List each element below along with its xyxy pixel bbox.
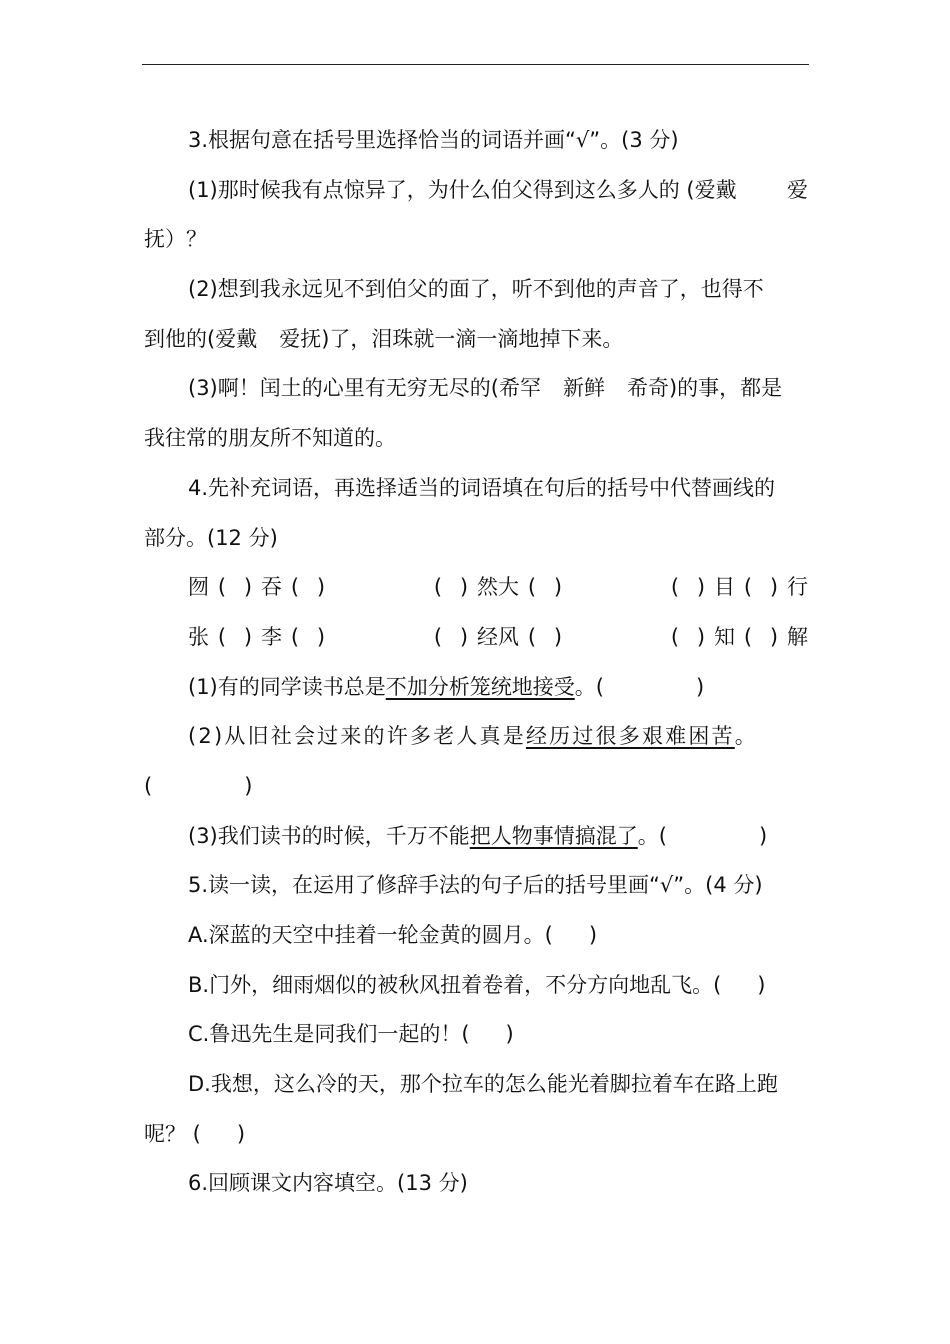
q3-s1-option: 爱 <box>787 177 808 202</box>
worksheet-page <box>144 116 808 1209</box>
q3-s3-text-b: 希奇)的事，都是 <box>626 376 783 401</box>
header-rule <box>142 64 809 65</box>
q4-s3-underlined: 把人物事情搞混了 <box>469 823 638 848</box>
q3-title: 3.根据句意在括号里选择恰当的词语并画“√”。(3 分) <box>188 128 679 152</box>
q6-title: 6.回顾课文内容填空。(13 分) <box>188 1171 468 1196</box>
q3-sentence-1 <box>144 166 808 216</box>
q5-item-d: D.我想，这么冷的天，那个拉车的怎么能光着脚拉着车在路上跑 <box>188 1072 778 1097</box>
q4-sentence-3: (3)我们读书的时候，千万不能把人物事情搞混了。( ) <box>188 823 768 848</box>
q3-s3-option: 新鲜 <box>562 376 605 401</box>
q3-sentence-2: (2)想到我永远见不到伯父的面了，听不到他的声音了，也得不 <box>188 277 764 302</box>
idiom-2[interactable]: ( ) 然大 ( ) <box>433 575 563 600</box>
idiom-3[interactable]: ( ) 目 ( ) 行 <box>670 575 808 600</box>
q4-s2-underlined: 经历过很多艰难困苦 <box>525 724 735 749</box>
q3-sentence-3 <box>144 364 808 414</box>
q4-sentence-2-cont: ( ) <box>144 773 253 798</box>
idiom-6[interactable]: ( ) 知 ( ) 解 <box>670 624 808 649</box>
q5-item-a: A.深蓝的天空中挂着一轮金黄的圆月。( ) <box>188 923 598 947</box>
q4-title-cont: 部分。(12 分) <box>144 525 278 550</box>
q3-s2-text: 到他的(爱戴 <box>144 326 258 351</box>
idiom-1[interactable]: 囫 ( ) 吞 ( ) <box>188 575 326 600</box>
q5-item-b: B.门外，细雨烟似的被秋风扭着卷着，不分方向地乱飞。( ) <box>188 972 766 997</box>
idiom-5[interactable]: ( ) 经风 ( ) <box>433 624 563 649</box>
q3-s2-text-b: 爱抚)了，泪珠就一滴一滴地掉下来。 <box>279 326 624 351</box>
idiom-4[interactable]: 张 ( ) 李 ( ) <box>188 624 326 649</box>
q4-idioms-row-1 <box>144 563 808 613</box>
q4-sentence-1: (1)有的同学读书总是不加分析笼统地接受。( ) <box>188 674 705 699</box>
q4-sentence-2: (2)从旧社会过来的许多老人真是经历过很多艰难困苦。 <box>188 724 758 749</box>
q3-sentence-1-cont: 抚）？ <box>144 227 207 252</box>
q5-item-d-cont: 呢？ ( ) <box>144 1121 246 1146</box>
q3-s3-text: (3)啊！闰土的心里有无穷无尽的(希罕 <box>188 376 541 401</box>
q3-sentence-2-cont <box>144 315 808 365</box>
q4-title: 4.先补充词语，再选择适当的词语填在句后的括号中代替画线的 <box>188 475 776 500</box>
q3-s1-text: (1)那时候我有点惊异了，为什么伯父得到这么多人的 (爱戴 <box>188 177 737 202</box>
q5-title: 5.读一读，在运用了修辞手法的句子后的括号里画“√”。(4 分) <box>188 873 763 898</box>
q3-sentence-3-cont: 我往常的朋友所不知道的。 <box>144 426 396 451</box>
q5-item-c: C.鲁迅先生是同我们一起的！( ) <box>188 1022 514 1047</box>
q4-s1-underlined: 不加分析笼统地接受 <box>385 674 575 699</box>
q4-idioms-row-2 <box>144 613 808 663</box>
